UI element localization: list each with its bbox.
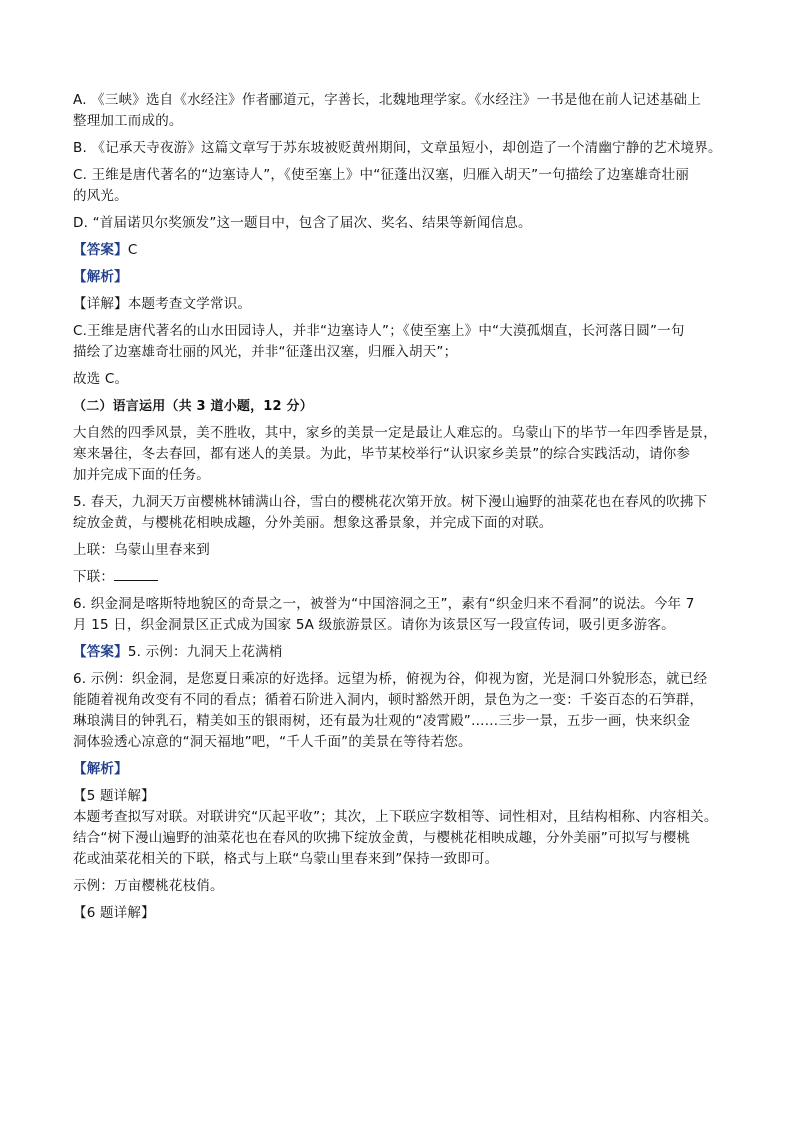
option-c-line-1: C. 王维是唐代著名的“边塞诗人”，《使至塞上》中“征蓬出汉塞，归雁入胡天”一句描绘了边塞雄奇壮丽: [73, 167, 690, 183]
section-intro-1: 大自然的四季风景，美不胜收，其中，家乡的美景一定是最让人难忘的。乌蒙山下的毕节一年四季皆是景，: [73, 425, 717, 441]
q4-explanation-1: C.王维是唐代著名的山水田园诗人，并非“边塞诗人”；《使至塞上》中“大漠孤烟直，长河落日圆”一句: [73, 323, 685, 339]
option-b-line-1: B. 《记承天寺夜游》这篇文章写于苏东坡被贬黄州期间，文章虽短小，却创造了一个清幽宁静的艺术境界。: [73, 140, 722, 156]
answer-tag: 【答案】: [73, 242, 128, 258]
q4-analysis-tag: 【解析】: [73, 269, 128, 285]
q4-explanation-2: 描绘了边塞雄奇壮丽的风光，并非“征蓬出汉塞，归雁入胡天”；: [73, 344, 458, 360]
answer-5: 5. 示例：九洞天上花满梢: [127, 644, 283, 660]
q4-explanation-3: 故选 C。: [73, 371, 129, 387]
analysis-line-1: 本题考查拟写对联。对联讲究“仄起平收”；其次，上下联应字数相等、词性相对，且结构相称、内容相关。: [73, 809, 718, 825]
q4-answer: [73, 240, 725, 261]
option-a-line-2: 整理加工而成的。: [73, 113, 183, 129]
q5-lower-couplet: [73, 567, 725, 588]
answer-value: C: [127, 242, 138, 258]
q6-line-1: 6. 织金洞是喀斯特地貌区的奇景之一，被誉为“中国溶洞之王”，素有“织金归来不看洞”的说法。今年 7: [73, 596, 695, 612]
q5-line-2: 绽放金黄，与樱桃花相映成趣，分外美丽。想象这番景象，并完成下面的对联。: [73, 515, 553, 531]
q5-detail-tag: 【5 题详解】: [73, 788, 155, 804]
q6-line-2: 月 15 日，织金洞景区正式成为国家 5A 级旅游景区。请你为该景区写一段宣传词，吸引更多游客。: [73, 617, 675, 633]
section-heading: （二）语言运用（共 3 道小题，12 分）: [73, 399, 313, 414]
detail-tag: 【详解】: [73, 296, 128, 312]
option-a-line-1: A. 《三峡》选自《水经注》作者郦道元，字善长，北魏地理学家。《水经注》一书是他在前人记述基础上: [73, 92, 701, 108]
answer-6-line-4: 洞体验透心凉意的“洞天福地”吧，“千人千面”的美景在等待若您。: [73, 734, 472, 750]
analysis-line-2: 结合“树下漫山遍野的油菜花也在春风的吹拂下绽放金黄，与樱桃花相映成趣，分外美丽”可拟写与樱桃: [73, 830, 691, 846]
q6-detail-tag: 【6 题详解】: [73, 905, 155, 921]
lower-couplet-label: 下联：: [73, 569, 115, 585]
option-c-line-2: 的风光。: [73, 188, 128, 204]
q4-detail: [73, 294, 725, 315]
answer-blank: [114, 568, 158, 581]
analysis-line-4: 示例：万亩樱桃花枝俏。: [73, 878, 224, 894]
section-intro-3: 加并完成下面的任务。: [73, 467, 210, 483]
option-d-line-1: D. “首届诺贝尔奖颁发”这一题目中，包含了届次、奖名、结果等新闻信息。: [73, 215, 532, 231]
answers-q5: [73, 642, 725, 663]
answer-tag: 【答案】: [73, 644, 128, 660]
answer-6-line-1: 6. 示例：织金洞，是您夏日乘凉的好选择。远望为桥，俯视为谷，仰视为窗，光是洞口外貌形态，就已经: [73, 671, 708, 687]
q5-line-1: 5. 春天，九洞天万亩樱桃林铺满山谷，雪白的樱桃花次第开放。树下漫山遍野的油菜花也在春风的吹拂下: [73, 494, 708, 510]
analysis-line-3: 花或油菜花相关的下联，格式与上联“乌蒙山里春来到”保持一致即可。: [73, 851, 499, 867]
section-intro-2: 寒来暑往，冬去春回，都有迷人的美景。为此，毕节某校举行“认识家乡美景”的综合实践活动，请你参: [73, 446, 691, 462]
analysis-tag: 【解析】: [73, 761, 128, 777]
document-page: [73, 90, 725, 924]
q5-upper-couplet: 上联：乌蒙山里春来到: [73, 542, 210, 558]
detail-text: 本题考查文学常识。: [127, 296, 252, 312]
answer-6-line-2: 能随着视角改变有不同的看点；循着石阶进入洞内，顿时豁然开朗，景色为之一变：千姿百态的石笋群，: [73, 692, 704, 708]
answer-6-line-3: 琳琅满目的钟乳石，精美如玉的银雨树，还有最为壮观的“凌霄殿”……三步一景，五步一画，快来织金: [73, 713, 691, 729]
